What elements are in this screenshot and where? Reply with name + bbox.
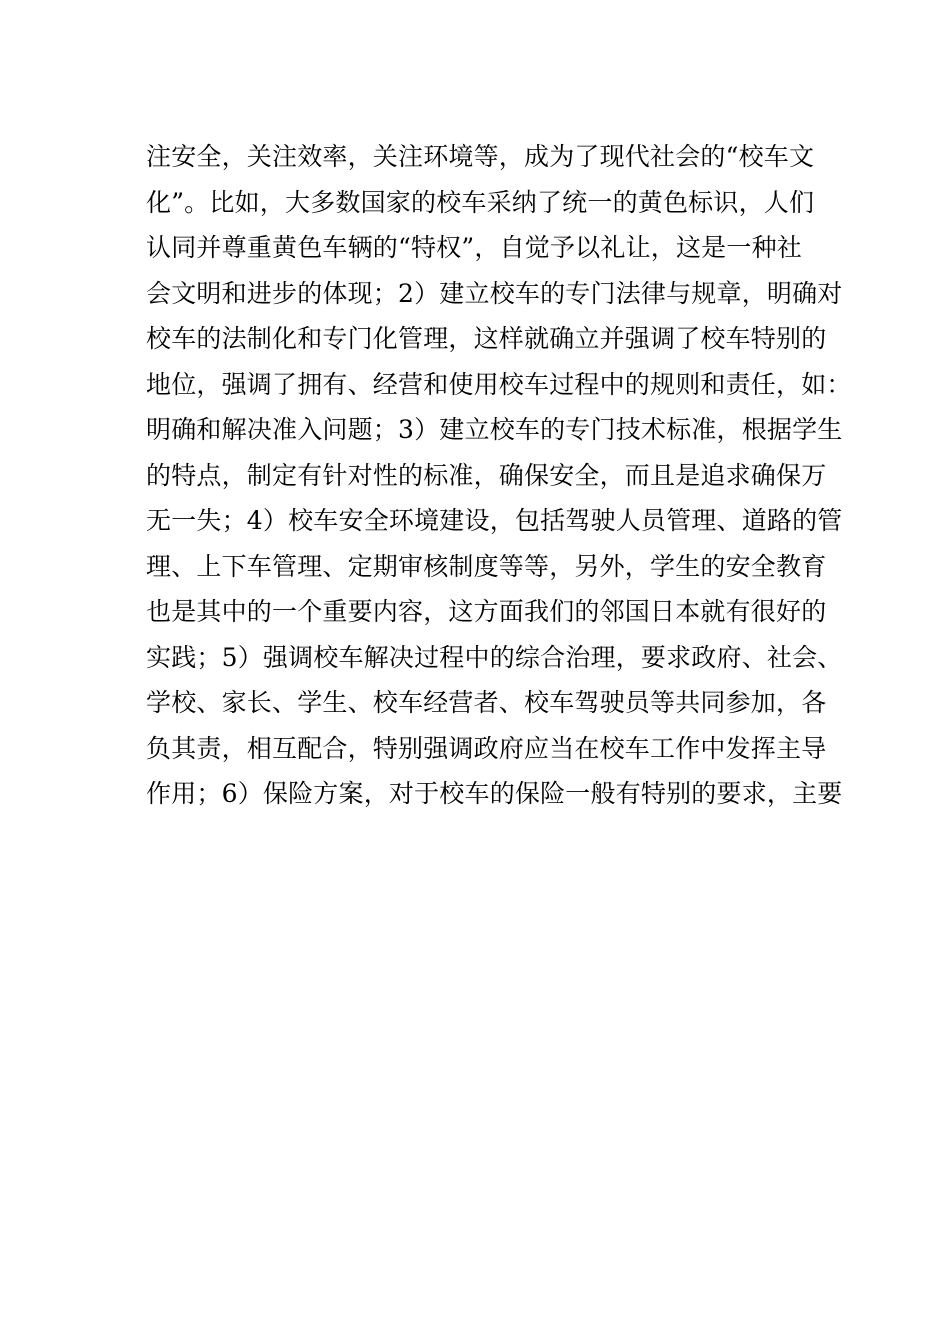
text-line: 也是其中的一个重要内容，这方面我们的邻国日本就有很好的	[146, 597, 827, 626]
text-line: 实践；5）强调校车解决过程中的综合治理，要求政府、社会、	[146, 642, 843, 672]
text-line: 注安全，关注效率，关注环境等，成为了现代社会的“校车文	[146, 142, 815, 171]
text-line: 认同并尊重黄色车辆的“特权”，自觉予以礼让，这是一种社	[146, 233, 802, 262]
text-line: 无一失；4）校车安全环境建设，包括驾驶人员管理、道路的管	[146, 506, 843, 535]
text-line: 会文明和进步的体现；2）建立校车的专门法律与规章，明确对	[146, 278, 843, 308]
text-line: 明确和解决准入问题；3）建立校车的专门技术标准，根据学生	[146, 415, 843, 444]
text-line: 作用；6）保险方案，对于校车的保险一般有特别的要求，主要	[146, 779, 843, 808]
text-line: 负其责，相互配合，特别强调政府应当在校车工作中发挥主导	[146, 733, 827, 763]
text-line: 理、上下车管理、定期审核制度等等，另外，学生的安全教育	[146, 551, 827, 581]
body-paragraph	[146, 134, 852, 817]
text-line: 的特点，制定有针对性的标准，确保安全，而且是追求确保万	[146, 460, 827, 490]
text-line: 地位，强调了拥有、经营和使用校车过程中的规则和责任，如：	[146, 369, 852, 399]
text-line: 校车的法制化和专门化管理，这样就确立并强调了校车特别的	[146, 324, 827, 353]
text-line: 学校、家长、学生、校车经营者、校车驾驶员等共同参加，各	[146, 688, 827, 717]
text-line: 化”。比如，大多数国家的校车采纳了统一的黄色标识，人们	[146, 187, 815, 217]
